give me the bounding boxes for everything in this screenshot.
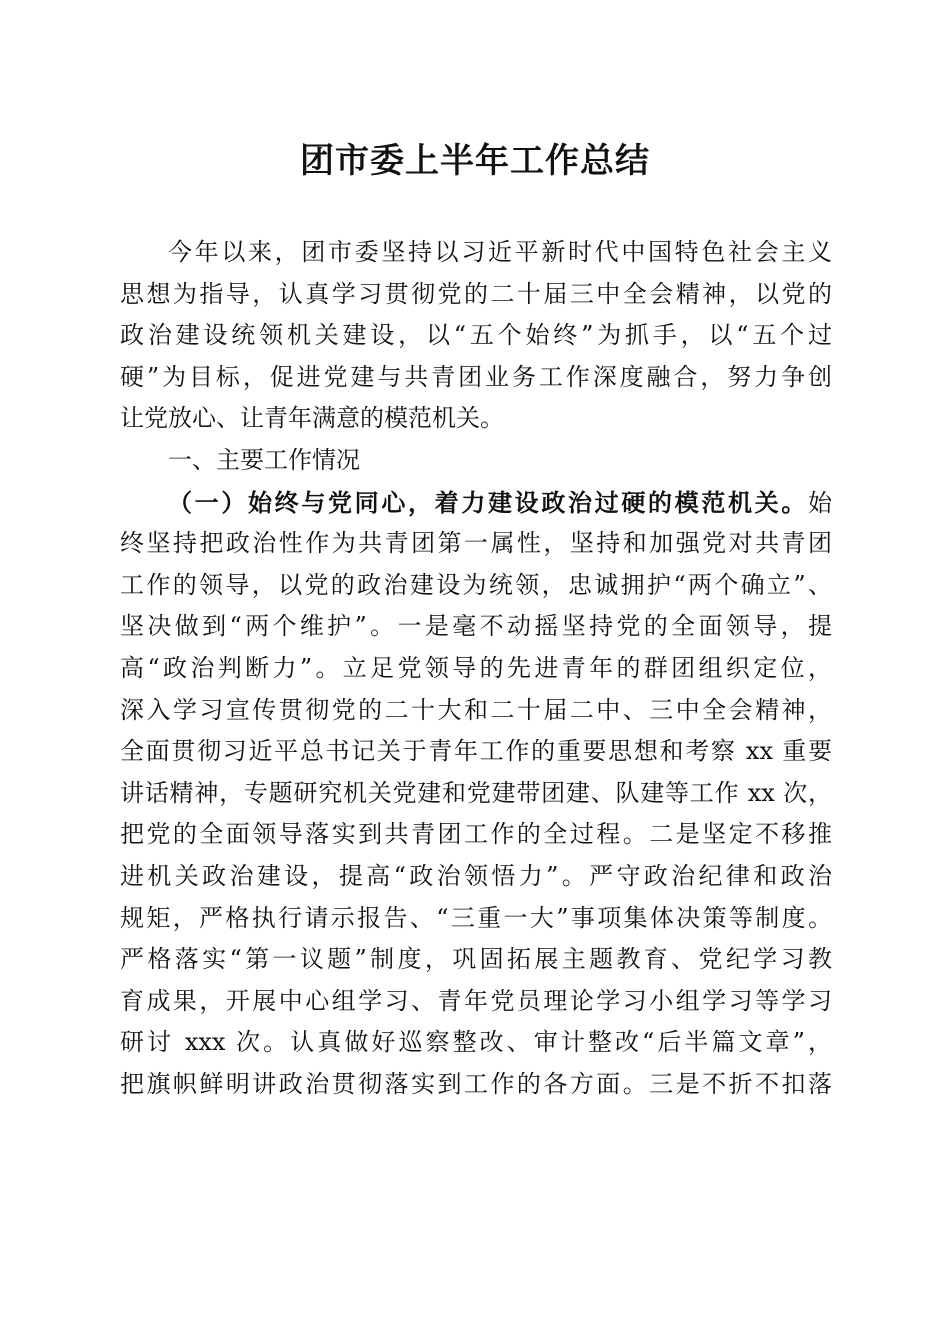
section-heading: 一、主要工作情况: [168, 445, 360, 474]
document-body: [120, 232, 832, 1105]
subsection-heading: （一）始终与党同心，着力建设政治过硬的模范机关。: [168, 487, 808, 517]
intro-line: 硬”为目标，促进党建与共青团业务工作深度融合，努力争创: [120, 362, 832, 391]
intro-line: 今年以来，团市委坚持以习近平新时代中国特色社会主义: [168, 238, 832, 266]
body-line: 育成果，开展中心组学习、青年党员理论学习小组学习等学习: [120, 986, 832, 1015]
body-line: 把旗帜鲜明讲政治贯彻落实到工作的各方面。三是不折不扣落: [120, 1069, 832, 1098]
document-title: 团市委上半年工作总结: [300, 141, 650, 181]
body-line: 研讨 xxx 次。认真做好巡察整改、审计整改“后半篇文章”，: [120, 1028, 832, 1057]
body-line: 把党的全面领导落实到共青团工作的全过程。二是坚定不移推: [120, 820, 832, 849]
subsection-first-line: [120, 482, 832, 524]
body-line: 工作的领导，以党的政治建设为统领，忠诚拥护“两个确立”、: [120, 570, 832, 599]
body-line: 高“政治判断力”。立足党领导的先进青年的群团组织定位，: [120, 653, 832, 682]
body-line: 全面贯彻习近平总书记关于青年工作的重要思想和考察 xx 重要: [120, 737, 832, 766]
body-line: 讲话精神，专题研究机关党建和党建带团建、队建等工作 xx 次，: [120, 778, 832, 807]
body-line: 进机关政治建设，提高“政治领悟力”。严守政治纪律和政治: [120, 861, 832, 890]
body-line: 严格落实“第一议题”制度，巩固拓展主题教育、党纪学习教: [120, 945, 832, 974]
body-line: 坚决做到“两个维护”。一是毫不动摇坚持党的全面领导，提: [120, 612, 832, 641]
subsection-first-line-rest: 始: [808, 488, 832, 517]
body-line: 深入学习宣传贯彻党的二十大和二十届二中、三中全会精神，: [120, 695, 832, 724]
intro-line: 政治建设统领机关建设，以“五个始终”为抓手，以“五个过: [120, 321, 832, 350]
body-line: 规矩，严格执行请示报告、“三重一大”事项集体决策等制度。: [120, 903, 832, 932]
intro-line: 思想为指导，认真学习贯彻党的二十届三中全会精神，以党的: [120, 279, 832, 308]
intro-line: 让党放心、让青年满意的模范机关。: [120, 404, 504, 433]
body-line: 终坚持把政治性作为共青团第一属性，坚持和加强党对共青团: [120, 529, 832, 558]
